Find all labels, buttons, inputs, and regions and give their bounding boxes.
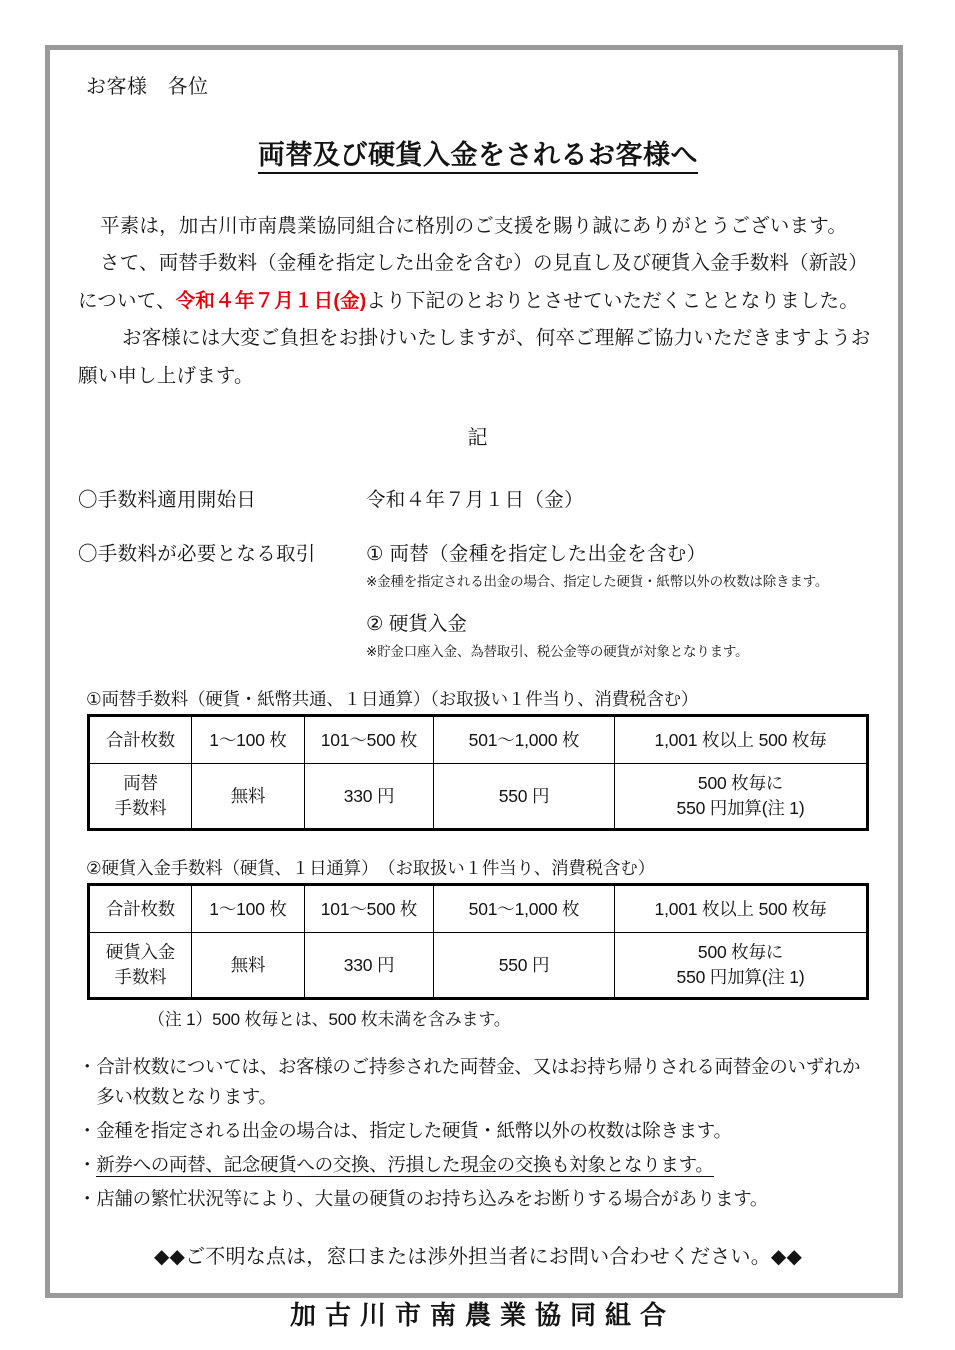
organization-name: 加古川市南農業協同組合 [289,1300,675,1331]
bullet-marker-icon: ・ [78,1188,97,1210]
target-transaction-1 [366,538,878,590]
table-header-total-count: 合計枚数 [89,885,192,933]
table-cell-fee-4 [615,764,868,830]
table-cell-fee-2: 330 円 [305,764,434,830]
target-transaction-1-value: ① 両替（金種を指定した出金を含む） [366,543,707,566]
notes-list [78,1052,878,1214]
row-label-line1: 硬貨入金 [105,941,176,962]
item-row-start-date [78,484,878,512]
table-row [89,885,868,933]
exchange-fee-table [87,714,869,831]
intro-paragraph-1: 平素は，加古川市南農業協同組合に格別のご支援を賜り誠にありがとうございます。 [100,215,848,237]
list-item-text: 店舗の繁忙状況等により、大量の硬貨のお持ち込みをお断りする場合があります。 [96,1188,769,1210]
row-label-line2: 手数料 [114,967,167,988]
table-cell-fee-4-line1: 500 枚毎に [697,941,784,962]
table-cell-fee-4-line2: 550 円加算(注 1) [676,967,805,988]
intro-paragraph-2 [78,245,878,320]
table-header-range-4: 1,001 枚以上 500 枚毎 [615,716,868,764]
coin-deposit-fee-table [87,883,869,1000]
intro-paragraph-2-before: さて、両替手数料（金種を指定した出金を含む）の見直し及び硬貨入金手数料（新設）について、 [78,252,868,312]
table-cell-fee-4-line1: 500 枚毎に [697,772,784,793]
table-header-range-3: 501〜1,000 枚 [434,885,615,933]
table-cell-fee-3: 550 円 [434,933,615,999]
table-cell-fee-4-line2: 550 円加算(注 1) [676,798,805,819]
bullet-marker-icon: ・ [78,1120,97,1142]
list-item [78,1116,878,1146]
list-item [78,1150,878,1180]
item-row-target-transactions [78,538,878,590]
bullet-marker-icon: ・ [78,1056,97,1078]
addressee-customer: お客様 [86,76,148,98]
addressee-kakui: 各位 [167,76,209,98]
table-header-range-2: 101〜500 枚 [305,885,434,933]
document-content [78,70,878,1332]
table-header-range-4: 1,001 枚以上 500 枚毎 [615,885,868,933]
bullet-marker-icon: ・ [78,1154,97,1176]
list-item [78,1184,878,1214]
start-date-value: 令和４年７月１日（金） [366,489,584,512]
addressee-line [86,70,878,99]
table-cell-fee-1: 無料 [192,764,305,830]
table-row-label-exchange-fee [89,764,192,830]
table-header-range-2: 101〜500 枚 [305,716,434,764]
table-row-label-coin-deposit-fee [89,933,192,999]
table-row [89,716,868,764]
table-caption-exchange-fee: ①両替手数料（硬貨・紙幣共通、１日通算）（お取扱い１件当り、消費税含む） [86,689,699,710]
list-item-text: 金種を指定される出金の場合は、指定した硬貨・紙幣以外の枚数は除きます。 [96,1120,732,1142]
list-item-text: 新券への両替、記念硬貨への交換、汚損した現金の交換も対象となります。 [96,1154,714,1176]
table-cell-fee-2: 330 円 [305,933,434,999]
ki-marker: 記 [467,427,489,450]
row-label-line1: 両替 [123,772,158,793]
row-label-line2: 手数料 [114,798,167,819]
table-row [89,933,868,999]
table-cell-fee-4 [615,933,868,999]
table-header-range-3: 501〜1,000 枚 [434,716,615,764]
list-item [78,1052,878,1112]
table-footnote: （注 1）500 枚毎とは、500 枚未満を含みます。 [148,1010,511,1030]
effective-date-highlight: 令和４年７月１日(金) [175,289,367,312]
target-transactions-label: 〇手数料が必要となる取引 [78,543,316,566]
intro-paragraph-2-after: より下記のとおりとさせていただくこととなりました。 [366,289,859,312]
table-row [89,764,868,830]
target-transaction-2-note: ※貯金口座入金、為替取引、税公金等の硬貨が対象となります。 [366,644,749,660]
table-header-range-1: 1〜100 枚 [192,885,305,933]
start-date-label: 〇手数料適用開始日 [78,489,257,512]
table-header-total-count: 合計枚数 [89,716,192,764]
target-transaction-1-note: ※金種を指定される出金の場合、指定した硬貨・紙幣以外の枚数は除きます。 [366,574,829,590]
table-cell-fee-1: 無料 [192,933,305,999]
target-transaction-2 [366,608,878,660]
page-title [78,133,878,172]
page-title-text: 両替及び硬貨入金をされるお客様へ [258,140,698,174]
table-cell-fee-3: 550 円 [434,764,615,830]
table-header-range-1: 1〜100 枚 [192,716,305,764]
list-item-text: 合計枚数については、お客様のご持参された両替金、又はお持ち帰りされる両替金のいずれか多い枚数となります。 [96,1056,861,1108]
intro-paragraph-3: お客様には大変ご負担をお掛けいたしますが、何卒ご理解ご協力いただきますようお願い申し上げます。 [78,327,871,387]
target-transaction-2-value: ② 硬貨入金 [366,613,467,636]
table-caption-coin-deposit-fee: ②硬貨入金手数料（硬貨、１日通算） （お取扱い１件当り、消費税含む） [86,858,655,879]
contact-notice: ◆◆ご不明な点は，窓口または渉外担当者にお問い合わせください。◆◆ [153,1246,803,1269]
